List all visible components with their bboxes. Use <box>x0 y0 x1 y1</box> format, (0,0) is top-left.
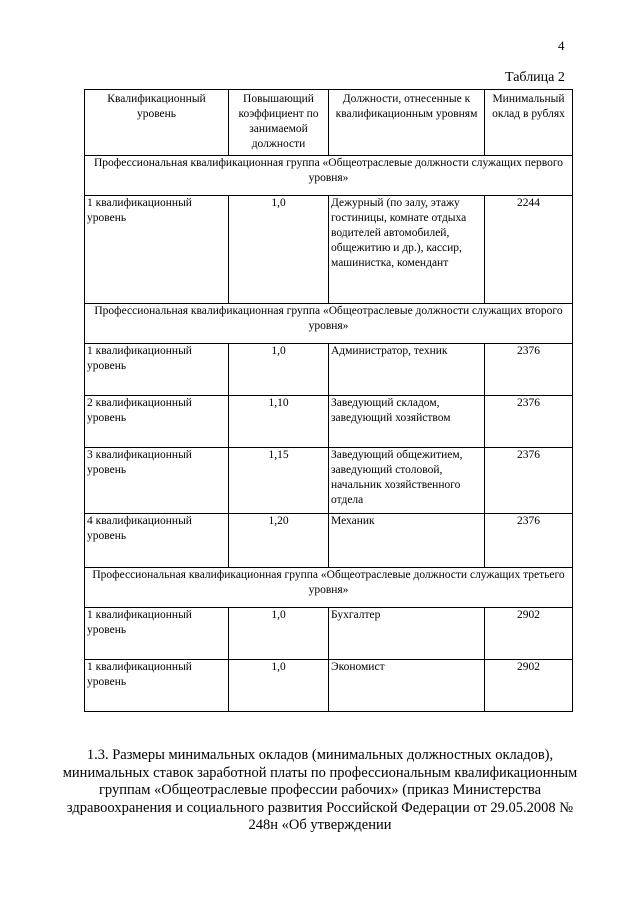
cell-level: 1 квалификационный уровень <box>85 660 229 712</box>
table-row <box>85 660 573 712</box>
cell-positions: Заведующий складом, заведующий хозяйством <box>329 396 485 448</box>
cell-coefficient: 1,10 <box>229 396 329 448</box>
cell-positions: Дежурный (по залу, этажу гостиницы, комнате отдыха водителей автомобилей, общежитию и др.), кассир, машинистка, комендант <box>329 196 485 304</box>
table-caption: Таблица 2 <box>505 70 565 85</box>
cell-salary: 2376 <box>485 448 573 514</box>
cell-salary: 2376 <box>485 396 573 448</box>
cell-coefficient: 1,0 <box>229 608 329 660</box>
group-title: Профессиональная квалификационная группа «Общеотраслевые должности служащих третьего уровня» <box>85 568 573 608</box>
cell-positions: Экономист <box>329 660 485 712</box>
header-coefficient: Повышающий коэффициент по занимаемой должности <box>229 90 329 156</box>
page-number: 4 <box>558 38 565 53</box>
cell-salary: 2902 <box>485 660 573 712</box>
cell-coefficient: 1,20 <box>229 514 329 568</box>
cell-level: 1 квалификационный уровень <box>85 608 229 660</box>
cell-positions: Администратор, техник <box>329 344 485 396</box>
table-row <box>85 196 573 304</box>
cell-positions: Бухгалтер <box>329 608 485 660</box>
table-row <box>85 396 573 448</box>
cell-positions: Заведующий общежитием, заведующий столовой, начальник хозяйственного отдела <box>329 448 485 514</box>
table-row <box>85 448 573 514</box>
cell-level: 4 квалификационный уровень <box>85 514 229 568</box>
body-paragraph: 1.3. Размеры минимальных окладов (минимальных должностных окладов), минимальных ставок заработной платы по профессиональным квалификационным группам «Общеотраслевые профессии рабочих» (приказ Министерства здравоохранения и социального развития Российской Федерации от 29.05.2008 № 248н «Об утверждении <box>62 747 578 833</box>
cell-coefficient: 1,0 <box>229 196 329 304</box>
group-row <box>85 568 573 608</box>
cell-level: 2 квалификационный уровень <box>85 396 229 448</box>
cell-salary: 2244 <box>485 196 573 304</box>
cell-positions: Механик <box>329 514 485 568</box>
group-row <box>85 156 573 196</box>
table-row <box>85 608 573 660</box>
header-salary: Минимальный оклад в рублях <box>485 90 573 156</box>
group-title: Профессиональная квалификационная группа «Общеотраслевые должности служащих первого уровня» <box>85 156 573 196</box>
table-header-row <box>85 90 573 156</box>
cell-coefficient: 1,0 <box>229 660 329 712</box>
cell-salary: 2902 <box>485 608 573 660</box>
header-positions: Должности, отнесенные к квалификационным уровням <box>329 90 485 156</box>
cell-coefficient: 1,15 <box>229 448 329 514</box>
salary-table <box>84 89 573 712</box>
header-level: Квалификационный уровень <box>85 90 229 156</box>
cell-level: 3 квалификационный уровень <box>85 448 229 514</box>
cell-salary: 2376 <box>485 344 573 396</box>
group-title: Профессиональная квалификационная группа «Общеотраслевые должности служащих второго уровня» <box>85 304 573 344</box>
table-row <box>85 514 573 568</box>
cell-coefficient: 1,0 <box>229 344 329 396</box>
group-row <box>85 304 573 344</box>
table-row <box>85 344 573 396</box>
cell-salary: 2376 <box>485 514 573 568</box>
cell-level: 1 квалификационный уровень <box>85 344 229 396</box>
cell-level: 1 квалификационный уровень <box>85 196 229 304</box>
